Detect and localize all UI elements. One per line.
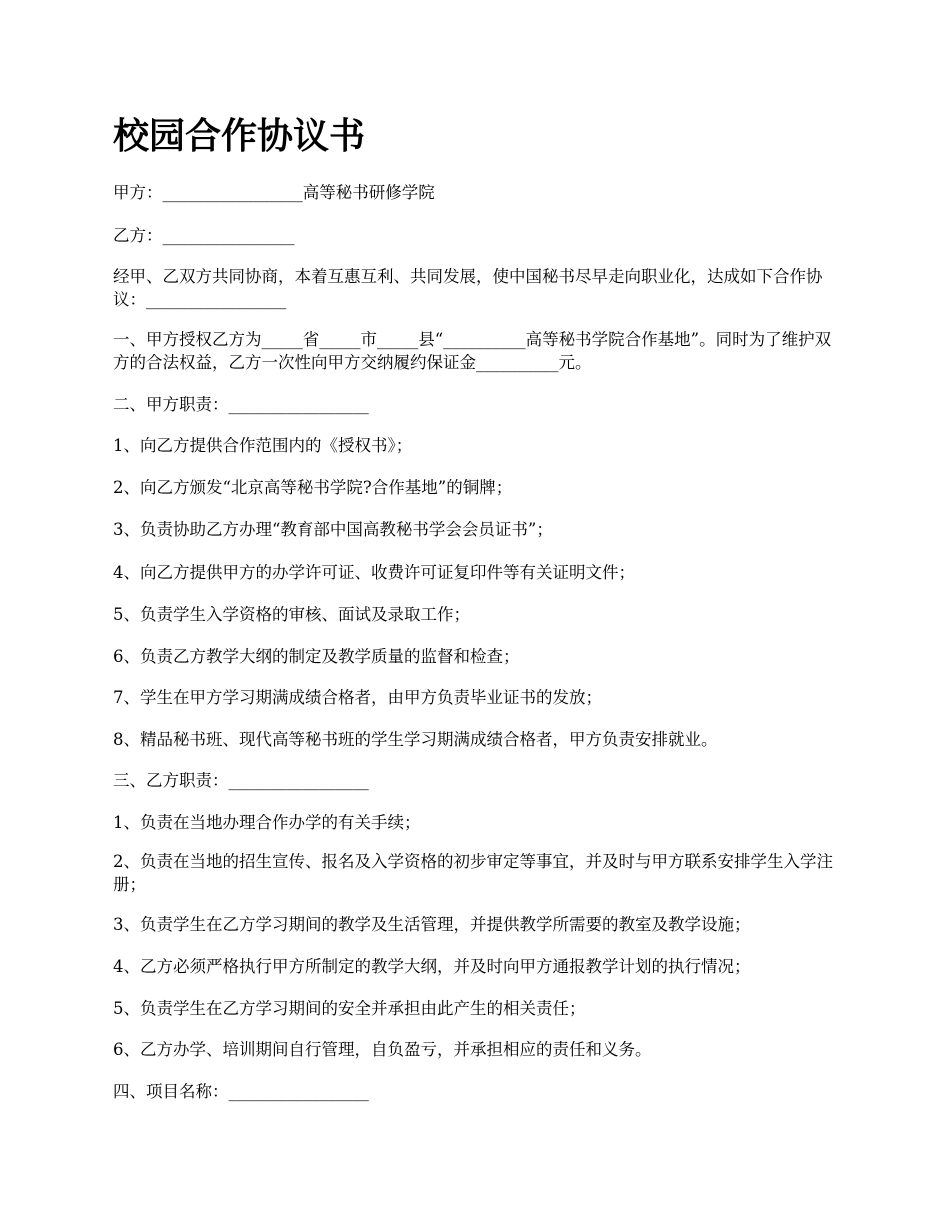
section-4-heading: 四、项目名称：_________________ bbox=[113, 1082, 369, 1101]
party-b-line: 乙方：________________ bbox=[113, 226, 295, 245]
party-a-duty-3: 3、负责协助乙方办理“教育部中国高教秘书学会会员证书”； bbox=[113, 520, 553, 539]
party-a-duty-1: 1、向乙方提供合作范围内的《授权书》； bbox=[113, 436, 413, 455]
party-b-duty-2: 2、负责在当地的招生宣传、报名及入学资格的初步审定等事宜，并及时与甲方联系安排学生入学注册； bbox=[113, 852, 833, 894]
party-a-line: 甲方：_________________高等秘书研修学院 bbox=[113, 183, 435, 202]
clause-1-paragraph: 一、甲方授权乙方为_____省_____市_____县“__________高等秘书学院合作基地”。同时为了维护双方的合法权益，乙方一次性向甲方交纳履约保证金__________元。 bbox=[113, 330, 832, 372]
section-3-heading: 三、乙方职责：_________________ bbox=[113, 771, 369, 790]
party-a-duty-7: 7、学生在甲方学习期满成绩合格者，由甲方负责毕业证书的发放； bbox=[113, 688, 602, 707]
party-a-duty-2: 2、向乙方颁发“北京高等秘书学院?合作基地”的铜牌； bbox=[113, 478, 513, 497]
preamble-paragraph: 经甲、乙双方共同协商，本着互惠互利、共同发展，使中国秘书尽早走向职业化，达成如下合作协议：_________________ bbox=[113, 267, 823, 309]
party-a-duty-4: 4、向乙方提供甲方的办学许可证、收费许可证复印件等有关证明文件； bbox=[113, 563, 635, 582]
party-a-duty-8: 8、精品秘书班、现代高等秘书班的学生学习期满成绩合格者，甲方负责安排就业。 bbox=[113, 730, 718, 749]
party-b-duty-4: 4、乙方必须严格执行甲方所制定的教学大纲，并及时向甲方通报教学计划的执行情况； bbox=[113, 957, 751, 976]
party-b-duty-3: 3、负责学生在乙方学习期间的教学及生活管理，并提供教学所需要的教室及教学设施； bbox=[113, 915, 751, 934]
party-b-duty-6: 6、乙方办学、培训期间自行管理，自负盈亏，并承担相应的责任和义务。 bbox=[113, 1040, 652, 1059]
party-b-duty-5: 5、负责学生在乙方学习期间的安全并承担由此产生的相关责任； bbox=[113, 999, 586, 1018]
party-a-duty-5: 5、负责学生入学资格的审核、面试及录取工作； bbox=[113, 605, 470, 624]
party-b-duty-1: 1、负责在当地办理合作办学的有关手续； bbox=[113, 813, 421, 832]
section-2-heading: 二、甲方职责：_________________ bbox=[113, 395, 369, 414]
party-a-duty-6: 6、负责乙方教学大纲的制定及教学质量的监督和检查； bbox=[113, 647, 520, 666]
document-title: 校园合作协议书 bbox=[113, 115, 366, 157]
